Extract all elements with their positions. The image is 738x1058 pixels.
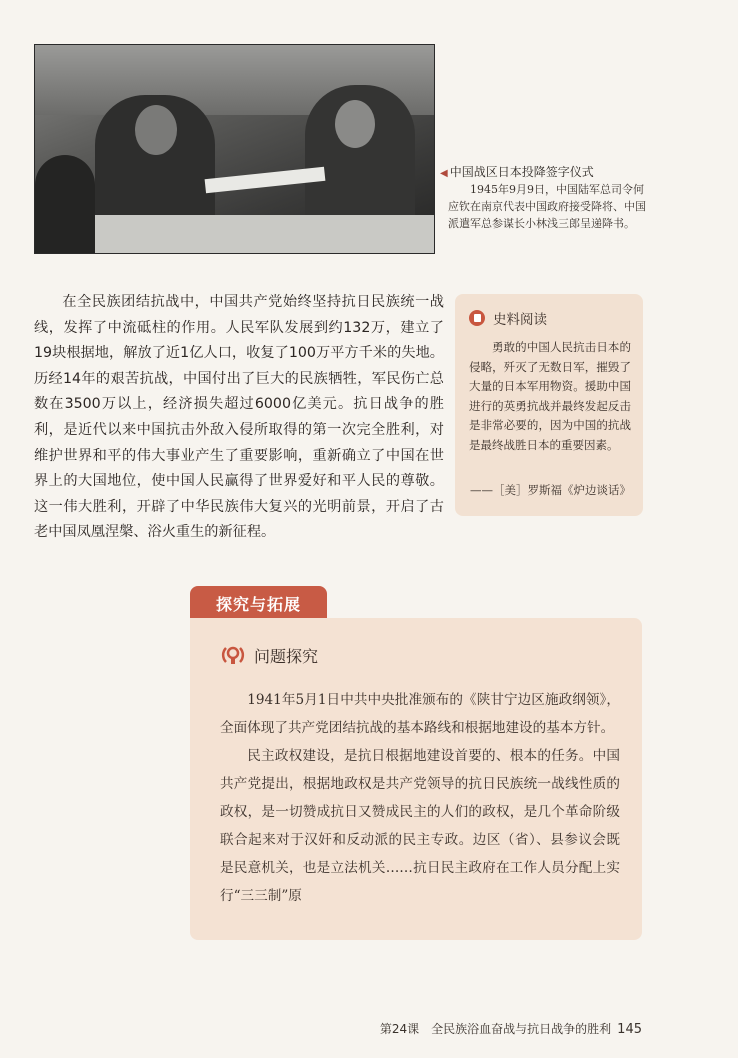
source-reading-text: 勇敢的中国人民抗击日本的侵略，歼灭了无数日军，摧毁了大量的日本军用物资。援助中国进行的英勇抗战并最终发起反击是非常必要的，因为中国的抗战是最终战胜日本的重要因素。	[469, 340, 631, 452]
book-icon	[469, 310, 485, 326]
explore-box	[190, 618, 642, 940]
photo-caption-text: 1945年9月9日，中国陆军总司令何应钦在南京代表中国政府接受降将、中国派遣军总参谋长小林浅三郎呈递降书。	[448, 183, 646, 230]
question-title: 问题探究	[254, 646, 319, 666]
source-reading-header	[469, 308, 547, 328]
explore-tab: 探究与拓展	[190, 586, 327, 620]
source-citation: ——［美］罗斯福《炉边谈话》	[470, 483, 631, 497]
question-paragraph-2: 民主政权建设，是抗日根据地建设首要的、根本的任务。中国共产党提出，根据地政权是共产党领导的抗日民族统一战线性质的政权，是一切赞成抗日又赞成民主的人们的政权，是几个革命阶级联合起来对于汉奸和反动派的民主专政。边区（省）、县参议会既是民意机关，也是立法机关……抗日民主政府在工作人员分配上实行“三三制”原	[220, 748, 620, 904]
lesson-title: 第24课 全民族浴血奋战与抗日战争的胜利	[379, 1022, 612, 1036]
page-footer	[380, 1020, 642, 1037]
source-reading-title: 史料阅读	[493, 312, 547, 328]
caption-arrow-icon: ◀	[440, 168, 448, 179]
page-number: 145	[617, 1022, 642, 1037]
question-paragraph-1: 1941年5月1日中共中央批准颁布的《陕甘宁边区施政纲领》，全面体现了共产党团结抗战的基本路线和根据地建设的基本方针。	[220, 692, 620, 736]
photo-caption-title: ◀ 中国战区日本投降签字仪式	[440, 165, 594, 179]
question-body	[220, 686, 620, 910]
question-bulb-icon	[220, 642, 246, 668]
main-paragraph: 在全民族团结抗战中，中国共产党始终坚持抗日民族统一战线，发挥了中流砥柱的作用。人民军队发展到约132万，建立了19块根据地，解放了近1亿人口，收复了100万平方千米的失地。历经14年的艰苦抗战，中国付出了巨大的民族牺牲，军民伤亡总数在3500万以上，经济损失超过6000亿美元。抗日战争的胜利，是近代以来中国抗击外敌入侵所取得的第一次完全胜利，对维护世界和平的伟大事业产生了重要影响，重新确立了中国在世界上的大国地位，使中国人民赢得了世界爱好和平人民的尊敬。这一伟大胜利，开辟了中华民族伟大复兴的光明前景，开启了古老中国凤凰涅槃、浴火重生的新征程。	[34, 294, 444, 541]
source-reading-box	[455, 294, 643, 516]
surrender-ceremony-photo	[34, 44, 435, 254]
question-header	[220, 642, 318, 668]
